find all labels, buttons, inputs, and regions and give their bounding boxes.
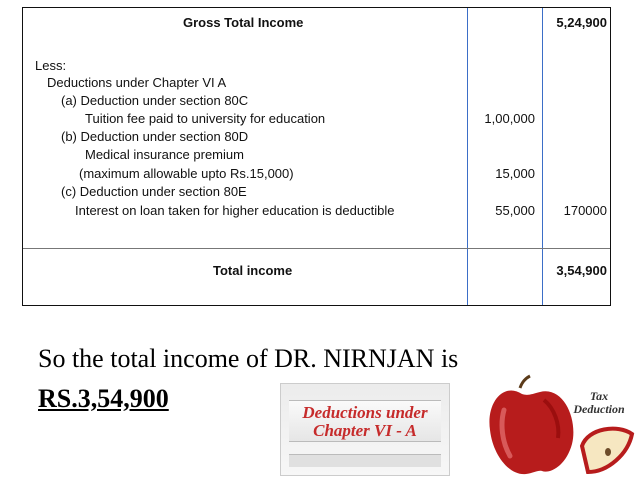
deduction-80c-label: (a) Deduction under section 80C bbox=[61, 93, 249, 108]
deductions-header: Deductions under Chapter VI A bbox=[47, 75, 227, 90]
column-divider-2 bbox=[542, 8, 543, 305]
deduction-80d-detail-2: (maximum allowable upto Rs.15,000) bbox=[79, 166, 294, 181]
total-deductions: 170000 bbox=[563, 203, 607, 218]
deduction-80d-label: (b) Deduction under section 80D bbox=[61, 129, 249, 144]
less-label: Less: bbox=[35, 58, 67, 73]
deduction-80e-amount: 55,000 bbox=[495, 203, 535, 218]
banner-line-1: Deductions under bbox=[302, 403, 428, 422]
conclusion-amount: RS.3,54,900 bbox=[38, 384, 169, 413]
deductions-banner-image bbox=[280, 383, 450, 476]
deduction-80d-amount: 15,000 bbox=[495, 166, 535, 181]
deduction-80c-detail: Tuition fee paid to university for education bbox=[85, 111, 326, 126]
apple-deduction-label: Deduction bbox=[573, 402, 625, 416]
gross-total-value: 5,24,900 bbox=[556, 15, 607, 30]
deduction-80e-detail: Interest on loan taken for higher education is deductible bbox=[75, 203, 395, 218]
income-table bbox=[22, 7, 611, 306]
banner-line-2: Chapter VI - A bbox=[313, 421, 417, 440]
total-income-label: Total income bbox=[213, 263, 293, 278]
total-income-value: 3,54,900 bbox=[556, 263, 607, 278]
row-divider bbox=[23, 248, 610, 249]
apple-tax-label: Tax bbox=[589, 389, 609, 403]
deduction-80d-detail-1: Medical insurance premium bbox=[85, 147, 244, 162]
apple-icon bbox=[484, 372, 638, 479]
deduction-80e-label: (c) Deduction under section 80E bbox=[61, 184, 247, 199]
apple-illustration-icon bbox=[484, 372, 638, 479]
gross-total-label: Gross Total Income bbox=[183, 15, 304, 30]
conclusion-text: So the total income of DR. NIRNJAN is bbox=[38, 344, 459, 373]
banner-strip bbox=[289, 400, 441, 442]
banner-footer-bar bbox=[289, 454, 441, 467]
column-divider-1 bbox=[467, 8, 468, 305]
deduction-80c-amount: 1,00,000 bbox=[484, 111, 535, 126]
